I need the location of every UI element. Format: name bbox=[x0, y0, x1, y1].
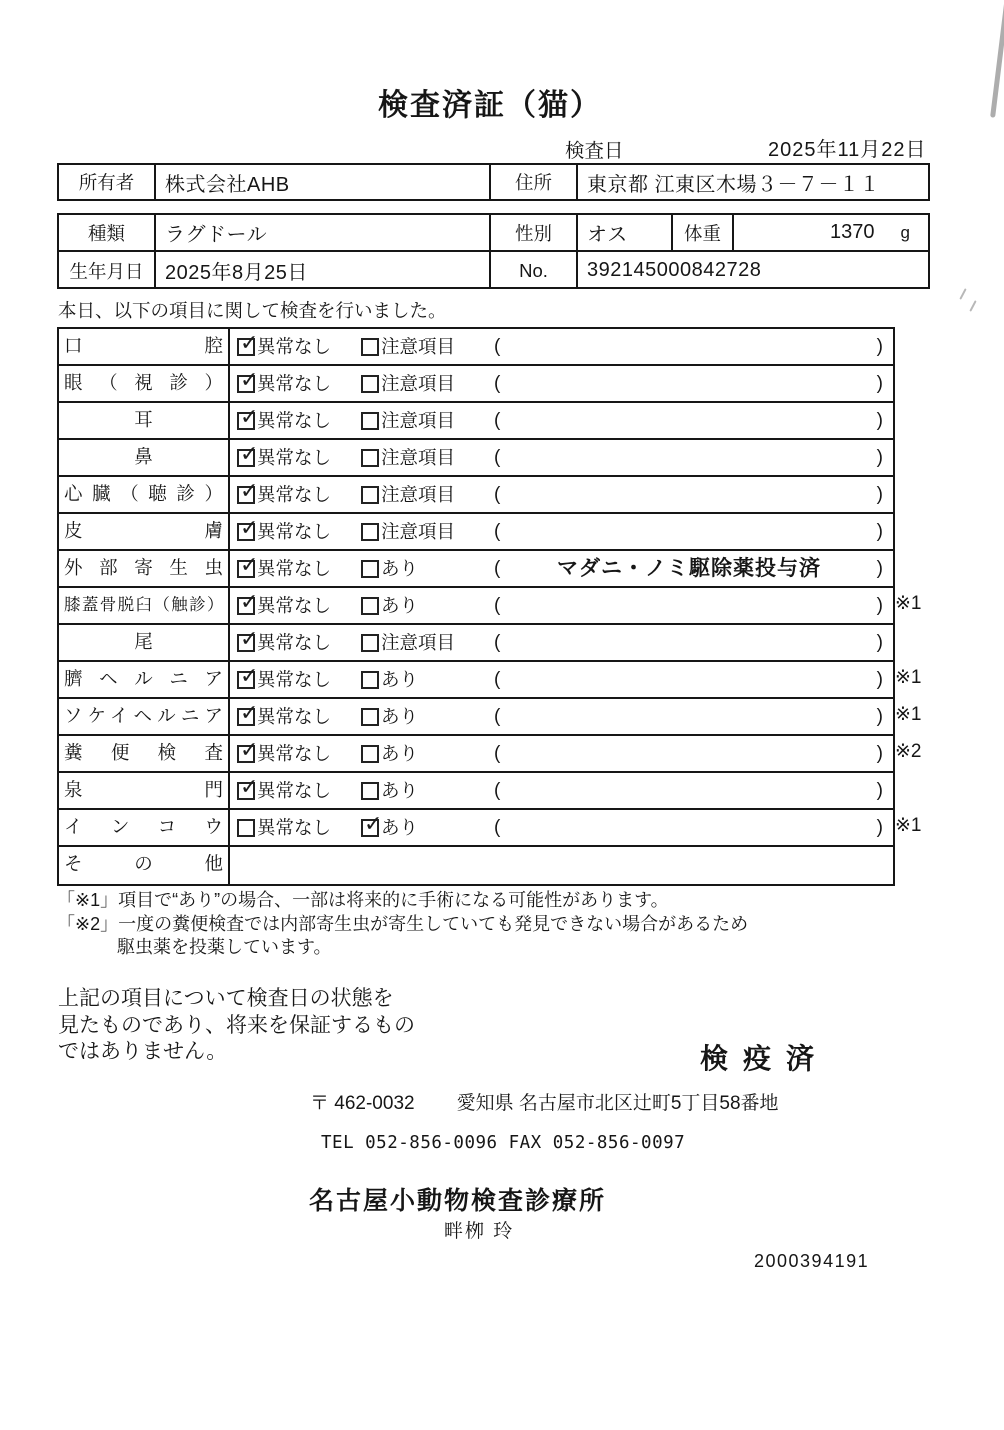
abnormal-label: 注意項目 bbox=[381, 632, 456, 653]
abnormal-label: あり bbox=[381, 817, 419, 838]
abnormal-label: 注意項目 bbox=[381, 336, 456, 357]
weight-label: 体重 bbox=[673, 215, 734, 250]
abnormal-checkbox bbox=[361, 338, 379, 356]
normal-checkbox bbox=[237, 745, 255, 763]
birthdate-value: 2025年8月25日 bbox=[156, 252, 491, 289]
checklist-row bbox=[59, 736, 922, 773]
item-ref: ※1 bbox=[895, 815, 922, 836]
abnormal-checkbox bbox=[361, 634, 379, 652]
abnormal-label: 注意項目 bbox=[381, 521, 456, 542]
checklist-row bbox=[59, 477, 893, 514]
number-value: 392145000842728 bbox=[587, 259, 762, 281]
paren-close-char: ) bbox=[876, 521, 883, 542]
paren-close-char: ) bbox=[876, 410, 883, 431]
paren-close-char: ) bbox=[876, 447, 883, 468]
disclaimer-text bbox=[58, 986, 415, 1066]
paren-open-char: ( bbox=[494, 336, 501, 357]
item-label: 泉門 bbox=[59, 773, 230, 808]
checklist-row bbox=[59, 699, 922, 736]
item-ref: ※2 bbox=[895, 741, 922, 762]
item-label: 外部寄生虫 bbox=[59, 551, 230, 586]
paren-close-char: ) bbox=[876, 558, 883, 579]
weight-unit: g bbox=[900, 222, 910, 242]
normal-label: 異常なし bbox=[257, 336, 332, 357]
paren-open-char: ( bbox=[494, 410, 501, 431]
normal-checkbox bbox=[237, 597, 255, 615]
row-content bbox=[230, 329, 893, 364]
sex-value: オス bbox=[578, 215, 673, 250]
item-label: 心臓（聴診） bbox=[59, 477, 230, 512]
checklist-row bbox=[59, 810, 922, 847]
clinic-postal-code: 〒 462-0032 bbox=[310, 1093, 415, 1114]
item-label: 臍ヘルニア bbox=[59, 662, 230, 697]
paren-close-char: ) bbox=[876, 595, 883, 616]
paren-open-char: ( bbox=[494, 484, 501, 505]
pet-table bbox=[57, 213, 930, 289]
address-label: 住所 bbox=[491, 165, 578, 199]
abnormal-checkbox bbox=[361, 560, 379, 578]
row-content bbox=[230, 847, 893, 884]
normal-checkbox bbox=[237, 819, 255, 837]
footnote-1: 「※1」項目で“あり”の場合、一部は将来的に手術になる可能性があります。 bbox=[57, 890, 669, 910]
normal-label: 異常なし bbox=[257, 669, 332, 690]
paren-open-char: ( bbox=[494, 595, 501, 616]
item-ref: ※1 bbox=[895, 704, 922, 725]
normal-checkbox bbox=[237, 634, 255, 652]
item-label: 糞便検査 bbox=[59, 736, 230, 771]
paren-close-char: ) bbox=[876, 817, 883, 838]
footnotes bbox=[57, 889, 748, 960]
normal-checkbox bbox=[237, 449, 255, 467]
number-label: No. bbox=[491, 252, 578, 289]
row-content bbox=[230, 662, 893, 697]
normal-label: 異常なし bbox=[257, 521, 332, 542]
item-label: インコウ bbox=[59, 810, 230, 845]
normal-label: 異常なし bbox=[257, 484, 332, 505]
disclaimer-line-1: 上記の項目について検査日の状態を bbox=[58, 987, 394, 1010]
normal-checkbox bbox=[237, 708, 255, 726]
clinic-representative: 畔栁 玲 bbox=[444, 1221, 515, 1242]
normal-label: 異常なし bbox=[257, 558, 332, 579]
normal-checkbox bbox=[237, 782, 255, 800]
checklist-row bbox=[59, 514, 893, 551]
normal-checkbox bbox=[237, 486, 255, 504]
footnote-2: 「※2」一度の糞便検査では内部寄生虫が寄生していても発見できない場合があるため bbox=[57, 913, 749, 934]
abnormal-checkbox bbox=[361, 449, 379, 467]
checklist-row bbox=[59, 625, 893, 662]
checklist-row bbox=[59, 588, 922, 625]
abnormal-checkbox bbox=[361, 819, 379, 837]
normal-label: 異常なし bbox=[257, 447, 332, 468]
row-content bbox=[230, 366, 893, 401]
normal-checkbox bbox=[237, 671, 255, 689]
abnormal-checkbox bbox=[361, 708, 379, 726]
inspection-date-value: 2025年11月22日 bbox=[768, 139, 927, 161]
normal-label: 異常なし bbox=[257, 595, 332, 616]
checklist-row bbox=[59, 551, 893, 588]
intro-text: 本日、以下の項目に関して検査を行いました。 bbox=[58, 300, 447, 321]
normal-checkbox bbox=[237, 560, 255, 578]
abnormal-checkbox bbox=[361, 412, 379, 430]
paren-open-char: ( bbox=[494, 447, 501, 468]
item-label: 尾 bbox=[59, 625, 230, 660]
row-content bbox=[230, 736, 893, 771]
checklist-row bbox=[59, 403, 893, 440]
paren-open-char: ( bbox=[494, 743, 501, 764]
abnormal-label: 注意項目 bbox=[381, 410, 456, 431]
abnormal-label: 注意項目 bbox=[381, 484, 456, 505]
quarantine-stamp: 検疫済 bbox=[700, 1043, 830, 1074]
abnormal-checkbox bbox=[361, 375, 379, 393]
paren-close-char: ) bbox=[876, 743, 883, 764]
footnote-2-continued: 駆虫薬を投薬しています。 bbox=[117, 937, 332, 957]
paren-open-char: ( bbox=[494, 817, 501, 838]
normal-checkbox bbox=[237, 412, 255, 430]
normal-label: 異常なし bbox=[257, 706, 332, 727]
normal-checkbox bbox=[237, 338, 255, 356]
paren-close-char: ) bbox=[876, 632, 883, 653]
row-content bbox=[230, 514, 893, 549]
item-label: 皮膚 bbox=[59, 514, 230, 549]
row-content bbox=[230, 477, 893, 512]
checklist-row bbox=[59, 329, 893, 366]
row-content bbox=[230, 625, 893, 660]
scan-artifact-mark bbox=[969, 300, 976, 312]
clinic-name: 名古屋小動物検査診療所 bbox=[309, 1187, 607, 1215]
paren-open-char: ( bbox=[494, 521, 501, 542]
abnormal-label: あり bbox=[381, 595, 419, 616]
abnormal-checkbox bbox=[361, 523, 379, 541]
abnormal-checkbox bbox=[361, 597, 379, 615]
paren-open-char: ( bbox=[494, 632, 501, 653]
abnormal-label: あり bbox=[381, 706, 419, 727]
breed-value: ラグドール bbox=[156, 215, 491, 250]
checklist-row bbox=[59, 440, 893, 477]
clinic-tel-fax: TEL 052-856-0096 FAX 052-856-0097 bbox=[321, 1133, 686, 1153]
paren-close-char: ) bbox=[876, 373, 883, 394]
abnormal-label: あり bbox=[381, 558, 419, 579]
pet-table-row-1 bbox=[59, 215, 928, 252]
paren-close-char: ) bbox=[876, 669, 883, 690]
owner-value: 株式会社AHB bbox=[156, 165, 491, 199]
paren-open-char: ( bbox=[494, 669, 501, 690]
paren-open-char: ( bbox=[494, 706, 501, 727]
abnormal-label: あり bbox=[381, 743, 419, 764]
scan-artifact-mark bbox=[959, 288, 966, 300]
item-label: 眼（視診） bbox=[59, 366, 230, 401]
paren-close-char: ) bbox=[876, 706, 883, 727]
row-content bbox=[230, 440, 893, 475]
item-label: 鼻 bbox=[59, 440, 230, 475]
item-note: マダニ・ノミ駆除薬投与済 bbox=[557, 557, 821, 580]
item-ref: ※1 bbox=[895, 667, 922, 688]
checklist-row bbox=[59, 773, 893, 810]
inspection-date-label: 検査日 bbox=[565, 140, 624, 162]
serial-number: 2000394191 bbox=[754, 1251, 870, 1271]
abnormal-checkbox bbox=[361, 745, 379, 763]
paren-close-char: ) bbox=[876, 780, 883, 801]
normal-label: 異常なし bbox=[257, 632, 332, 653]
abnormal-checkbox bbox=[361, 671, 379, 689]
checklist-table bbox=[57, 327, 922, 886]
normal-label: 異常なし bbox=[257, 817, 332, 838]
row-content bbox=[230, 551, 893, 586]
row-content bbox=[230, 773, 893, 808]
item-ref: ※1 bbox=[895, 593, 922, 614]
checklist-row bbox=[59, 662, 922, 699]
pet-table-row-2 bbox=[59, 252, 928, 289]
weight-value-cell bbox=[734, 215, 928, 250]
normal-checkbox bbox=[237, 375, 255, 393]
abnormal-label: 注意項目 bbox=[381, 447, 456, 468]
scan-artifact-corner bbox=[990, 0, 1004, 118]
paren-open-char: ( bbox=[494, 780, 501, 801]
owner-table bbox=[57, 163, 930, 201]
birthdate-label: 生年月日 bbox=[59, 252, 156, 289]
item-label: 口腔 bbox=[59, 329, 230, 364]
page-title: 検査済証（猫） bbox=[378, 89, 602, 122]
abnormal-label: あり bbox=[381, 669, 419, 690]
row-content bbox=[230, 699, 893, 734]
normal-label: 異常なし bbox=[257, 373, 332, 394]
abnormal-checkbox bbox=[361, 486, 379, 504]
breed-label: 種類 bbox=[59, 215, 156, 250]
checklist-row bbox=[59, 366, 893, 403]
clinic-address: 愛知県 名古屋市北区辻町5丁目58番地 bbox=[456, 1093, 779, 1114]
weight-value: 1370 bbox=[830, 221, 875, 243]
paren-close-char: ) bbox=[876, 336, 883, 357]
normal-label: 異常なし bbox=[257, 780, 332, 801]
normal-checkbox bbox=[237, 523, 255, 541]
normal-label: 異常なし bbox=[257, 743, 332, 764]
paren-open-char: ( bbox=[494, 373, 501, 394]
row-content bbox=[230, 810, 893, 845]
abnormal-label: あり bbox=[381, 780, 419, 801]
disclaimer-line-2: 見たものであり、将来を保証するもの bbox=[58, 1013, 415, 1037]
row-content bbox=[230, 588, 893, 623]
item-label: 耳 bbox=[59, 403, 230, 438]
row-content bbox=[230, 403, 893, 438]
paren-open-char: ( bbox=[494, 558, 501, 579]
disclaimer-line-3: ではありません。 bbox=[58, 1040, 228, 1063]
abnormal-label: 注意項目 bbox=[381, 373, 456, 394]
clinic-address-line bbox=[310, 1088, 779, 1115]
item-label: ソケイヘルニア bbox=[59, 699, 230, 734]
sex-label: 性別 bbox=[491, 215, 578, 250]
address-value: 東京都 江東区木場３－７－１１ bbox=[587, 173, 881, 196]
checklist-row bbox=[59, 847, 893, 884]
abnormal-checkbox bbox=[361, 782, 379, 800]
paren-close-char: ) bbox=[876, 484, 883, 505]
item-label: その他 bbox=[59, 847, 230, 884]
normal-label: 異常なし bbox=[257, 410, 332, 431]
item-label: 膝蓋骨脱臼（触診） bbox=[59, 588, 230, 623]
owner-label: 所有者 bbox=[59, 165, 156, 199]
